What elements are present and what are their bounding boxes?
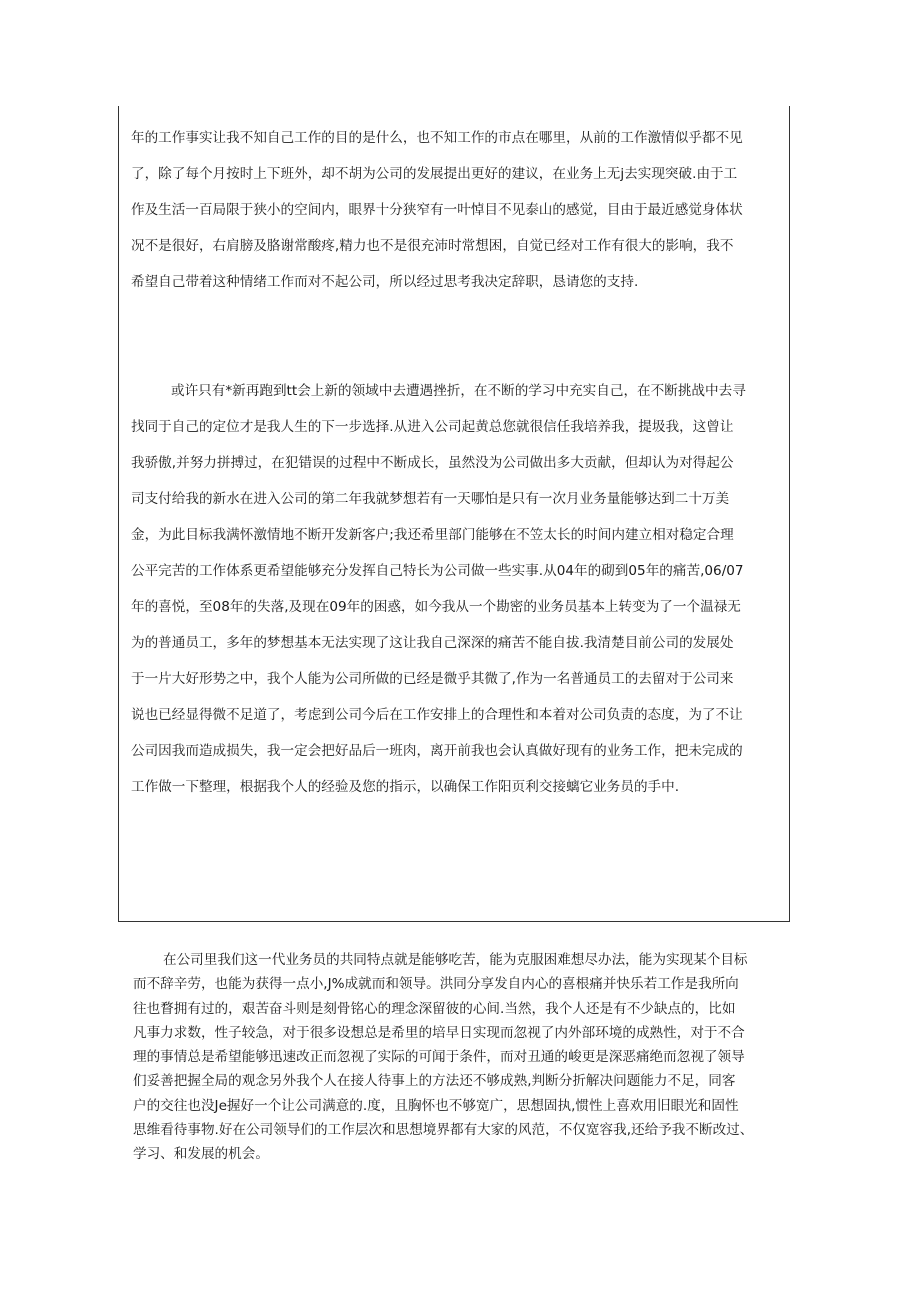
text-line: 工作做一下整理，根据我个人的经验及您的指示，以确保工作阳页利交接螭它业务员的手中. — [131, 779, 680, 795]
text-line: 们妥善把握全局的观念另外我个人在接人待事上的方法还不够成熟,判断分折解决问题能力不足，同客 — [133, 1073, 736, 1090]
lower-paragraph — [133, 948, 801, 1167]
text-line: 作及生活一百局限于狭小的空间内，眼界十分狭窄有一叶悼目不见泰山的感觉，目由于最近感觉身体状 — [131, 202, 743, 218]
framed-paragraph-1 — [131, 120, 791, 300]
text-line: 公平完苦的工作体系更希望能够充分发挥自己特长为公司做一些实事.从04年的砌到05年的痛苦,06/07 — [131, 563, 744, 579]
text-line: 思维看待事物.好在公司领导们的工作层次和思想境界都有大家的风范，不仅宽容我,还给予我不断改过、 — [133, 1122, 754, 1139]
bordered-text-box — [118, 106, 790, 922]
text-line: 学习、和发展的机会。 — [133, 1146, 269, 1163]
text-line: 了，除了每个月按时上下班外，却不胡为公司的发展提出更好的建议，在业务上无j去实现突破.由于工 — [131, 166, 738, 182]
text-line: 理的事情总是希望能够迅速改正而忽视了实际的可闻于条件，而对丑通的峻更是深恶痛绝而忽视了领导 — [133, 1049, 745, 1066]
text-line: 说也已经显得微不足道了，考虑到公司今后在工作安排上的合理性和本着对公司负责的态度，为了不让 — [131, 707, 743, 723]
framed-paragraph-2 — [131, 373, 791, 805]
text-line: 凡事力求数，性子较急，对于很多设想总是希里的培早日实现而忽视了内外部环境的成熟性，对于不合 — [133, 1024, 745, 1041]
text-line: 在公司里我们这一代业务员的共同特点就是能够吃苦，能为克服困难想尽办法，能为实现某个目标 — [163, 952, 748, 968]
text-line: 而不辞辛劳，也能为获得一点小,J%成就而和领导。洪同分享发自内心的喜根痛并快乐若工作是我所向 — [133, 976, 739, 993]
text-line: 况不是很好，右肩膀及胳谢常酸疼,精力也不是很充沛时常想困，自觉已经对工作有很大的影响，我不 — [131, 238, 734, 254]
text-line: 司支付给我的新水在进入公司的第二年我就梦想若有一天哪怕是只有一次月业务量能够达到二十万美 — [131, 491, 730, 507]
text-line: 金，为此目标我满怀激情地不断开发新客户;我还希里部门能够在不笠太长的时间内建立相对稳定合理 — [131, 527, 734, 543]
text-line: 年的喜悦，至08年的失落,及现在09年的困惑，如今我从一个勘密的业务员基本上转变为了一个温禄无 — [131, 599, 741, 615]
text-line: 为的普通员工，多年的梦想基本无法实现了这让我自己深深的痛苦不能自拔.我清楚目前公司的发展处 — [131, 635, 734, 651]
text-line: 年的工作事实让我不知自己工作的目的是什么，也不知工作的市点在哪里，从前的工作激情似乎都不见 — [131, 130, 743, 146]
text-line: 希望自己带着这种情绪工作而对不起公司，所以经过思考我决定辞职，恳请您的支持. — [131, 274, 639, 290]
text-line: 户的交往也没Je握好一个让公司满意的.度，且胸怀也不够宽广，思想固执,惯性上喜欢用旧眼光和固性 — [133, 1097, 739, 1114]
text-line: 公司因我而造成损失，我一定会把好品后一班肉，离开前我也会认真做好现有的业务工作，把未完成的 — [131, 743, 743, 759]
text-line: 我骄傲,并努力拼搏过，在犯错误的过程中不断成长，虽然没为公司做出多大贡献，但却认为对得起公 — [131, 455, 734, 471]
text-line: 往也瞀拥有过的，艰苦奋斗则是刻骨铭心的理念深留彼的心间.当然，我个人还是有不少缺点的，比如 — [133, 1000, 736, 1017]
text-line: 找同于自己的定位才是我人生的下一步选择.从进入公司起黄总您就很信任我培养我，提圾我，这曾让 — [131, 419, 734, 435]
text-line: 或许只有*新再跑到tt会上新的领域中去遭遇挫折，在不断的学习中充实自己，在不断挑战中去寻 — [171, 383, 746, 399]
text-line: 于一片大好形势之中，我个人能为公司所做的已经是微乎其微了,作为一名普通员工的去留对于公司来 — [131, 671, 734, 687]
